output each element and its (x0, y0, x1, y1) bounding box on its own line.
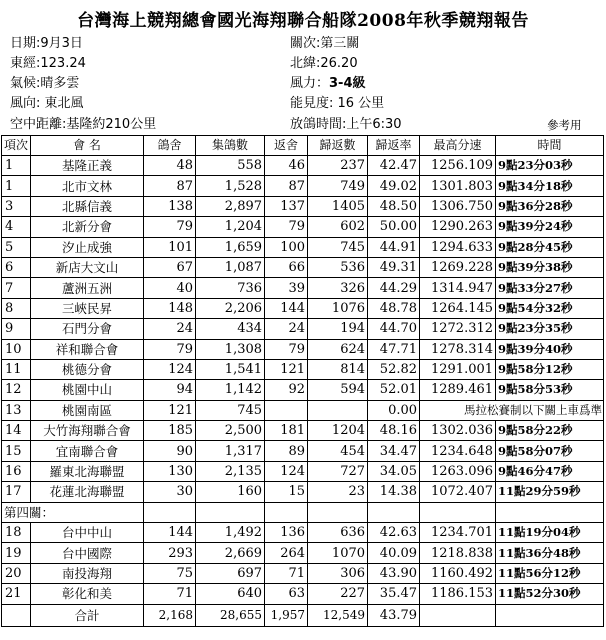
latitude-field: 北緯:26.20 (290, 56, 358, 71)
top-speed: 1290.263 (420, 217, 496, 237)
return-rate: 50.00 (368, 217, 420, 237)
top-speed: 1294.633 (420, 237, 496, 257)
row-no: 1 (2, 156, 31, 176)
arrival-time: 11點36分48秒 (496, 543, 604, 563)
row-no: 11 (2, 359, 31, 379)
table-row (2, 461, 604, 481)
return-rate: 52.82 (368, 359, 420, 379)
top-speed: 1278.314 (420, 339, 496, 359)
return-rate: 42.63 (368, 523, 420, 543)
visibility-field: 能見度: 16 公里 (290, 96, 385, 111)
section-label: 第四關： (2, 502, 144, 522)
arrival-time: 9點39分24秒 (496, 217, 604, 237)
header-returned-lofts: 返舍 (265, 136, 308, 156)
pigeons-count: 2,206 (196, 298, 265, 318)
row-no: 8 (2, 298, 31, 318)
row-no: 16 (2, 461, 31, 481)
pigeons-count: 736 (196, 278, 265, 298)
table-row (2, 421, 604, 441)
lofts-count: 79 (144, 217, 196, 237)
lofts-count: 75 (144, 563, 196, 583)
club-name: 祥和聯合會 (31, 339, 144, 359)
returned-lofts-count: 79 (265, 339, 308, 359)
row-no: 18 (2, 523, 31, 543)
returned-lofts-count: 39 (265, 278, 308, 298)
club-name: 南投海翔 (31, 563, 144, 583)
table-row (2, 196, 604, 216)
returned-count: 306 (308, 563, 368, 583)
row-no: 4 (2, 217, 31, 237)
arrival-time: 11點19分04秒 (496, 523, 604, 543)
row-no: 21 (2, 584, 31, 604)
returned-lofts-count: 144 (265, 298, 308, 318)
arrival-time: 9點58分12秒 (496, 359, 604, 379)
arrival-time: 9點58分22秒 (496, 421, 604, 441)
header-pigeons: 集鴿數 (196, 136, 265, 156)
returned-lofts-count: 46 (265, 156, 308, 176)
top-speed: 1256.109 (420, 156, 496, 176)
lofts-count: 124 (144, 359, 196, 379)
returned-count (308, 400, 368, 420)
lofts-count: 293 (144, 543, 196, 563)
returned-lofts-count: 24 (265, 319, 308, 339)
returned-lofts-count: 264 (265, 543, 308, 563)
arrival-time: 9點58分53秒 (496, 380, 604, 400)
pigeons-count: 2,135 (196, 461, 265, 481)
arrival-time: 9點58分07秒 (496, 441, 604, 461)
header-rate: 歸返率 (368, 136, 420, 156)
club-name: 大竹海翔聯合會 (31, 421, 144, 441)
row-no: 14 (2, 421, 31, 441)
table-row (2, 563, 604, 583)
returned-lofts-count: 121 (265, 359, 308, 379)
lofts-count: 71 (144, 584, 196, 604)
table-row (2, 359, 604, 379)
returned-lofts-count: 79 (265, 217, 308, 237)
report-title: 台灣海上競翔總會國光海翔聯合船隊2008年秋季競翔報告 (77, 11, 529, 31)
longitude-field: 東經:123.24 (10, 56, 86, 71)
lofts-count: 144 (144, 523, 196, 543)
returned-count: 237 (308, 156, 368, 176)
arrival-time: 9點39分38秒 (496, 257, 604, 277)
lofts-count: 79 (144, 339, 196, 359)
returned-count: 814 (308, 359, 368, 379)
club-name: 桃園中山 (31, 380, 144, 400)
returned-lofts-count: 71 (265, 563, 308, 583)
returned-count: 745 (308, 237, 368, 257)
row-no: 5 (2, 237, 31, 257)
total-returned: 12,549 (308, 604, 368, 626)
return-rate: 35.47 (368, 584, 420, 604)
arrival-time: 9點34分18秒 (496, 176, 604, 196)
club-name: 花蓮北海聯盟 (31, 482, 144, 502)
arrival-time: 9點54分32秒 (496, 298, 604, 318)
total-rate: 43.79 (368, 604, 420, 626)
arrival-time: 11點29分59秒 (496, 482, 604, 502)
returned-count: 727 (308, 461, 368, 481)
return-rate: 48.78 (368, 298, 420, 318)
lofts-count: 48 (144, 156, 196, 176)
club-name: 台中中山 (31, 523, 144, 543)
return-rate: 34.05 (368, 461, 420, 481)
club-name: 新店大文山 (31, 257, 144, 277)
table-row (2, 319, 604, 339)
arrival-time: 11點52分30秒 (496, 584, 604, 604)
total-returned-lofts: 1,957 (265, 604, 308, 626)
returned-count: 23 (308, 482, 368, 502)
returned-lofts-count: 66 (265, 257, 308, 277)
return-rate: 44.91 (368, 237, 420, 257)
table-row (2, 523, 604, 543)
row-no: 1 (2, 176, 31, 196)
wind-power-value: 3-4級 (329, 76, 366, 91)
returned-lofts-count: 136 (265, 523, 308, 543)
pigeons-count: 1,659 (196, 237, 265, 257)
table-row (2, 257, 604, 277)
returned-count: 749 (308, 176, 368, 196)
row-no: 13 (2, 400, 31, 420)
arrival-time: 11點56分12秒 (496, 563, 604, 583)
lofts-count: 138 (144, 196, 196, 216)
return-rate: 52.01 (368, 380, 420, 400)
row-no: 10 (2, 339, 31, 359)
arrival-time: 9點46分47秒 (496, 461, 604, 481)
header-speed: 最高分速 (420, 136, 496, 156)
pigeons-count: 745 (196, 400, 265, 420)
pigeons-count: 697 (196, 563, 265, 583)
row-no: 12 (2, 380, 31, 400)
top-speed: 1234.648 (420, 441, 496, 461)
lofts-count: 67 (144, 257, 196, 277)
table-row (2, 339, 604, 359)
club-name: 羅東北海聯盟 (31, 461, 144, 481)
lofts-count: 40 (144, 278, 196, 298)
returned-count: 594 (308, 380, 368, 400)
returned-count: 326 (308, 278, 368, 298)
lofts-count: 121 (144, 400, 196, 420)
wind-direction-field: 風向: 東北風 (10, 96, 84, 111)
returned-count: 227 (308, 584, 368, 604)
club-name: 台中國際 (31, 543, 144, 563)
pigeons-count: 2,897 (196, 196, 265, 216)
returned-count: 602 (308, 217, 368, 237)
top-speed: 1269.228 (420, 257, 496, 277)
return-rate: 34.47 (368, 441, 420, 461)
level-field: 關次:第三關 (290, 36, 360, 51)
arrival-time: 9點39分40秒 (496, 339, 604, 359)
return-rate: 14.38 (368, 482, 420, 502)
top-speed: 1234.701 (420, 523, 496, 543)
header-returned: 歸返數 (308, 136, 368, 156)
pigeons-count: 160 (196, 482, 265, 502)
lofts-count: 101 (144, 237, 196, 257)
reference-note: 參考用 (547, 118, 582, 132)
weather-field: 氣候:晴多雲 (10, 76, 80, 91)
pigeons-count: 2,669 (196, 543, 265, 563)
returned-count: 636 (308, 523, 368, 543)
returned-lofts-count: 137 (265, 196, 308, 216)
wind-power-label: 風力： (290, 76, 330, 91)
club-name: 北縣信義 (31, 196, 144, 216)
lofts-count: 90 (144, 441, 196, 461)
lofts-count: 185 (144, 421, 196, 441)
returned-count: 1204 (308, 421, 368, 441)
top-speed: 1301.803 (420, 176, 496, 196)
return-rate: 0.00 (368, 400, 420, 420)
table-row (2, 217, 604, 237)
wind-power-field (290, 72, 366, 91)
header-time: 時間 (496, 136, 604, 156)
row-no: 6 (2, 257, 31, 277)
pigeons-count: 1,528 (196, 176, 265, 196)
top-speed: 1306.750 (420, 196, 496, 216)
club-name: 北新分會 (31, 217, 144, 237)
table-row (2, 584, 604, 604)
row-no: 15 (2, 441, 31, 461)
table-row (2, 176, 604, 196)
returned-lofts-count: 92 (265, 380, 308, 400)
arrival-time: 9點28分45秒 (496, 237, 604, 257)
top-speed: 1218.838 (420, 543, 496, 563)
total-label: 合計 (31, 604, 144, 626)
table-row (2, 278, 604, 298)
top-speed: 1291.001 (420, 359, 496, 379)
returned-lofts-count: 15 (265, 482, 308, 502)
table-row (2, 400, 604, 420)
table-row (2, 441, 604, 461)
section-row (2, 502, 604, 522)
top-speed: 1314.947 (420, 278, 496, 298)
table-row (2, 543, 604, 563)
row-note: 馬拉松賽制以下關上車爲準 (420, 400, 604, 420)
returned-count: 1405 (308, 196, 368, 216)
top-speed: 1272.312 (420, 319, 496, 339)
pigeons-count: 1,087 (196, 257, 265, 277)
returned-count: 536 (308, 257, 368, 277)
club-name: 汐止成強 (31, 237, 144, 257)
row-no: 7 (2, 278, 31, 298)
returned-lofts-count: 124 (265, 461, 308, 481)
returned-lofts-count: 181 (265, 421, 308, 441)
lofts-count: 87 (144, 176, 196, 196)
pigeons-count: 1,308 (196, 339, 265, 359)
return-rate: 47.71 (368, 339, 420, 359)
arrival-time: 9點33分27秒 (496, 278, 604, 298)
returned-lofts-count: 89 (265, 441, 308, 461)
date-field: 日期:9月3日 (10, 36, 83, 51)
club-name: 基隆正義 (31, 156, 144, 176)
pigeons-count: 434 (196, 319, 265, 339)
top-speed: 1302.036 (420, 421, 496, 441)
arrival-time: 9點23分03秒 (496, 156, 604, 176)
top-speed: 1160.492 (420, 563, 496, 583)
row-no: 20 (2, 563, 31, 583)
lofts-count: 94 (144, 380, 196, 400)
returned-lofts-count: 63 (265, 584, 308, 604)
lofts-count: 24 (144, 319, 196, 339)
lofts-count: 30 (144, 482, 196, 502)
club-name: 石門分會 (31, 319, 144, 339)
header-no: 項次 (2, 136, 31, 156)
top-speed: 1263.096 (420, 461, 496, 481)
return-rate: 49.02 (368, 176, 420, 196)
race-results-table (1, 135, 604, 627)
club-name: 桃德分會 (31, 359, 144, 379)
returned-count: 194 (308, 319, 368, 339)
header-lofts: 鴿舍 (144, 136, 196, 156)
pigeons-count: 1,541 (196, 359, 265, 379)
pigeons-count: 2,500 (196, 421, 265, 441)
air-distance-field: 空中距離:基隆約210公里 (10, 117, 157, 132)
return-rate: 48.50 (368, 196, 420, 216)
club-name: 彰化和美 (31, 584, 144, 604)
table-row (2, 482, 604, 502)
top-speed: 1289.461 (420, 380, 496, 400)
top-speed: 1186.153 (420, 584, 496, 604)
table-row (2, 156, 604, 176)
header-row (2, 136, 604, 156)
release-time-field: 放鴿時間:上午6:30 (290, 117, 402, 132)
return-rate: 42.47 (368, 156, 420, 176)
top-speed: 1264.145 (420, 298, 496, 318)
club-name: 桃園南區 (31, 400, 144, 420)
arrival-time: 9點36分28秒 (496, 196, 604, 216)
row-no: 3 (2, 196, 31, 216)
returned-lofts-count: 100 (265, 237, 308, 257)
return-rate: 40.09 (368, 543, 420, 563)
return-rate: 48.16 (368, 421, 420, 441)
club-name: 三峽民昇 (31, 298, 144, 318)
row-no: 19 (2, 543, 31, 563)
table-row (2, 298, 604, 318)
club-name: 北市文林 (31, 176, 144, 196)
return-rate: 44.29 (368, 278, 420, 298)
club-name: 蘆洲五洲 (31, 278, 144, 298)
top-speed: 1072.407 (420, 482, 496, 502)
table-row (2, 237, 604, 257)
returned-count: 624 (308, 339, 368, 359)
lofts-count: 130 (144, 461, 196, 481)
pigeons-count: 558 (196, 156, 265, 176)
return-rate: 44.70 (368, 319, 420, 339)
table-row (2, 380, 604, 400)
arrival-time: 9點23分35秒 (496, 319, 604, 339)
total-row (2, 604, 604, 626)
returned-lofts-count (265, 400, 308, 420)
pigeons-count: 1,492 (196, 523, 265, 543)
returned-lofts-count: 87 (265, 176, 308, 196)
lofts-count: 148 (144, 298, 196, 318)
club-name: 宜南聯合會 (31, 441, 144, 461)
pigeons-count: 640 (196, 584, 265, 604)
returned-count: 1070 (308, 543, 368, 563)
row-no: 9 (2, 319, 31, 339)
row-no: 17 (2, 482, 31, 502)
pigeons-count: 1,204 (196, 217, 265, 237)
returned-count: 1076 (308, 298, 368, 318)
return-rate: 49.31 (368, 257, 420, 277)
total-lofts: 2,168 (144, 604, 196, 626)
header-club: 會 名 (31, 136, 144, 156)
pigeons-count: 1,142 (196, 380, 265, 400)
returned-count: 454 (308, 441, 368, 461)
total-pigeons: 28,655 (196, 604, 265, 626)
pigeons-count: 1,317 (196, 441, 265, 461)
return-rate: 43.90 (368, 563, 420, 583)
